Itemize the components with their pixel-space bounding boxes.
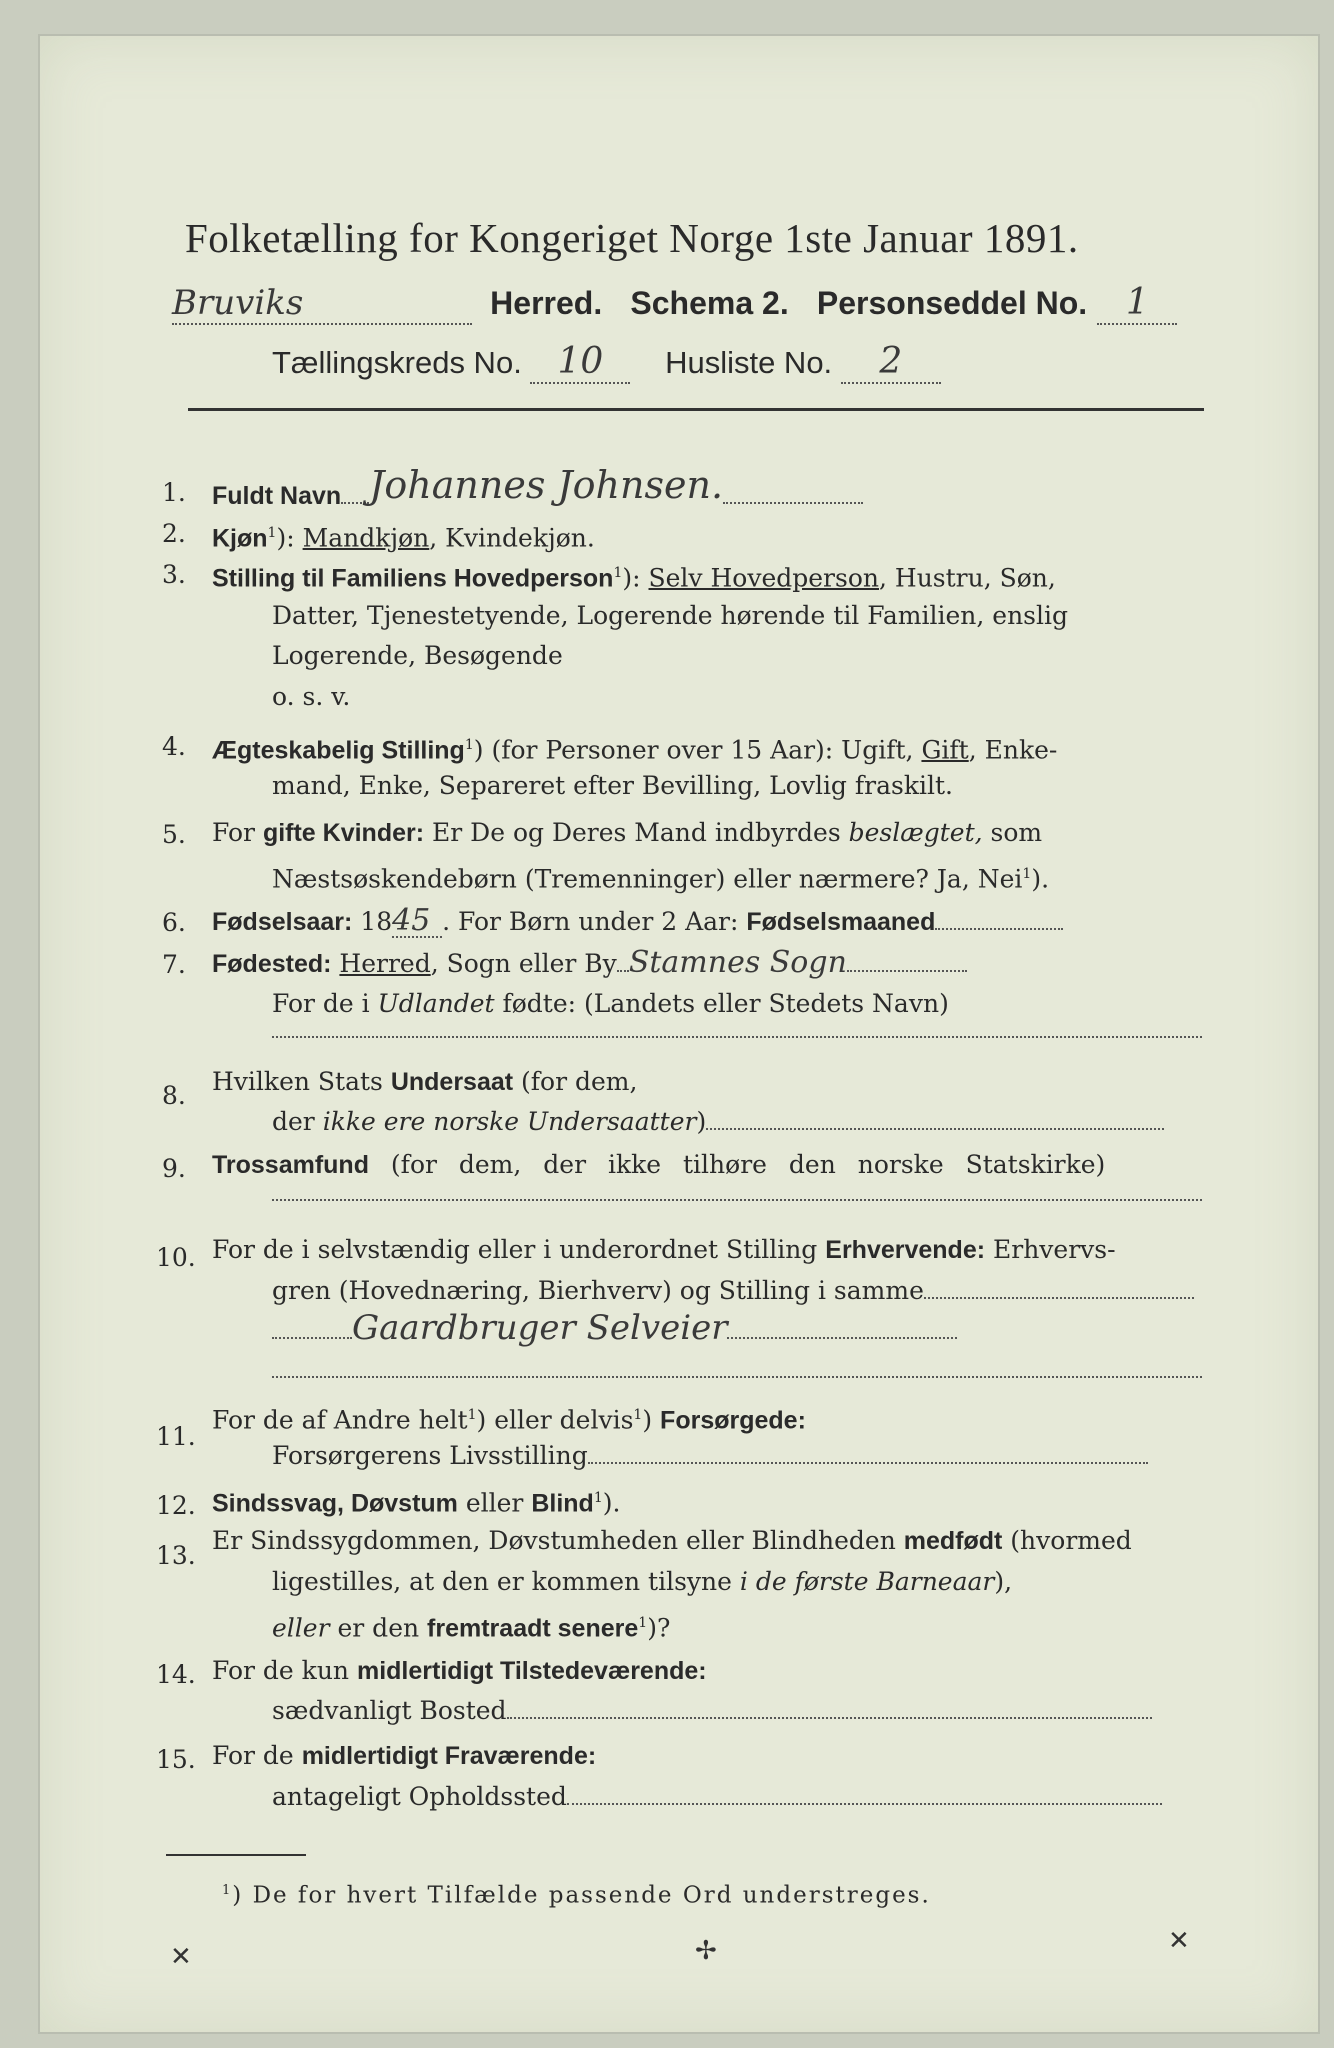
husliste-label: Husliste No. [665, 345, 833, 380]
page-title: Folketælling for Kongeriget Norge 1ste Januar 1891. [185, 215, 1079, 261]
census-form-page [40, 36, 1318, 2032]
item-13-line-2: ligestilles, at den er kommen tilsyne i de første Barneaar), [272, 1567, 1013, 1596]
item-5-line-2: Næstsøskendebørn (Tremenninger) eller nærmere? Ja, Nei$^1$). [272, 864, 1050, 894]
item-14-temporary-present: For de kun midlertidigt Tilstedeværende: [212, 1656, 707, 1685]
husliste-value: 2 [841, 342, 941, 384]
item-number: 2. [162, 519, 186, 548]
item-10-line-3 [272, 1308, 1202, 1348]
item-6-birth-year: Fødselsaar: 1845 . For Børn under 2 Aar: Fødselsmaaned [212, 906, 1063, 938]
item-8-citizenship: Hvilken Stats Undersaat (for dem, [212, 1067, 638, 1096]
item-12-disability: Sindssvag, Døvstum eller Blind$^1$). [212, 1488, 621, 1518]
item-15-temporary-absent: For de midlertidigt Fraværende: [212, 1741, 597, 1770]
item-number: 15. [156, 1745, 196, 1774]
item-number: 11. [156, 1422, 196, 1451]
item-number: 14. [156, 1660, 196, 1689]
item-3-line-3: Logerende, Besøgende [272, 641, 563, 670]
item-number: 12. [156, 1491, 196, 1520]
item-15-line-2: antageligt Opholdssted [272, 1782, 1162, 1812]
header-line-1 [172, 283, 1177, 325]
herred-value: Bruviks [172, 283, 472, 325]
item-11-supported: For de af Andre helt$^1$) eller delvis$^1$) Forsørgede: [212, 1405, 806, 1435]
dotted-line [272, 1376, 1202, 1378]
item-number: 4. [162, 732, 186, 761]
corner-mark-icon: ✕ [170, 1942, 192, 1972]
item-3-position: Stilling til Familiens Hovedperson$^1$): Selv Hovedperson, Hustru, Søn, [212, 563, 1056, 593]
item-number: 1. [162, 478, 186, 507]
item-13-congenital: Er Sindssygdommen, Døvstumheden eller Blindheden medfødt (hvormed [212, 1526, 1132, 1555]
item-4-line-2: mand, Enke, Separeret efter Bevilling, Lovlig fraskilt. [272, 771, 953, 800]
item-number: 9. [162, 1154, 186, 1183]
kreds-label: Tællingskreds No. [272, 345, 522, 380]
header-line-2 [272, 342, 941, 384]
item-14-line-2: sædvanligt Bosted [272, 1696, 1152, 1726]
footnote: $^1$) De for hvert Tilfælde passende Ord understreges. [222, 1882, 931, 1909]
footnote-rule [166, 1854, 306, 1856]
item-10-line-2: gren (Hovednæring, Bierhverv) og Stilling i samme [272, 1276, 1194, 1306]
item-8-line-2: der ikke ere norske Undersaatter) [272, 1107, 1164, 1137]
item-number: 13. [156, 1541, 196, 1570]
dotted-line [272, 1036, 1202, 1038]
item-13-line-3: eller er den fremtraadt senere$^1$)? [272, 1613, 671, 1643]
corner-mark-icon: ✢ [695, 1936, 717, 1966]
personseddel-label: Personseddel No. [816, 285, 1088, 321]
selected-option: Herred [339, 949, 431, 978]
item-10-occupation: For de i selvstændig eller i underordnet Stilling Erhvervende: Erhvervs- [212, 1235, 1116, 1264]
header-divider [188, 408, 1204, 411]
item-7-line-2: For de i Udlandet fødte: (Landets eller Stedets Navn) [272, 989, 949, 1018]
item-5-married-women: For gifte Kvinder: Er De og Deres Mand indbyrdes beslægtet, som [212, 818, 1043, 847]
birth-year-value: 45 [392, 906, 442, 938]
schema-label: Schema 2. [630, 285, 789, 321]
personseddel-value: 1 [1097, 283, 1177, 325]
birthplace-value: Stamnes Sogn [628, 945, 847, 980]
item-7-birthplace: Fødested: Herred, Sogn eller By Stamnes Sogn [212, 948, 967, 979]
selected-option: Mandkjøn [302, 523, 430, 553]
item-4-marital: Ægteskabelig Stilling$^1$) (for Personer over 15 Aar): Ugift, Gift, Enke- [212, 735, 1058, 765]
item-number: 3. [162, 560, 186, 589]
name-value: Johannes Johnsen. [369, 463, 724, 507]
item-number: 7. [162, 950, 186, 979]
selected-option: Selv Hovedperson [648, 563, 879, 593]
dotted-line [272, 1199, 1202, 1201]
corner-mark-icon: ✕ [1168, 1926, 1190, 1956]
item-number: 6. [162, 908, 186, 937]
item-1-name: Fuldt Navn Johannes Johnsen. [212, 476, 1207, 511]
item-3-line-4: o. s. v. [272, 682, 351, 711]
item-9-religion: Trossamfund (for dem, der ikke tilhøre den norske Statskirke) [212, 1150, 1106, 1179]
item-number: 8. [162, 1081, 186, 1110]
occupation-value: Gaardbruger Selveier [352, 1308, 728, 1348]
item-2-sex: Kjøn$^1$): Mandkjøn, Kvindekjøn. [212, 523, 595, 553]
item-3-line-2: Datter, Tjenestetyende, Logerende hørende til Familien, enslig [272, 601, 1069, 630]
item-11-line-2: Forsørgerens Livsstilling [272, 1441, 1148, 1471]
item-number: 5. [162, 820, 186, 849]
item-number: 10. [156, 1243, 196, 1272]
kreds-value: 10 [530, 342, 630, 384]
herred-label: Herred. [490, 285, 603, 321]
selected-option: Gift [921, 735, 969, 765]
